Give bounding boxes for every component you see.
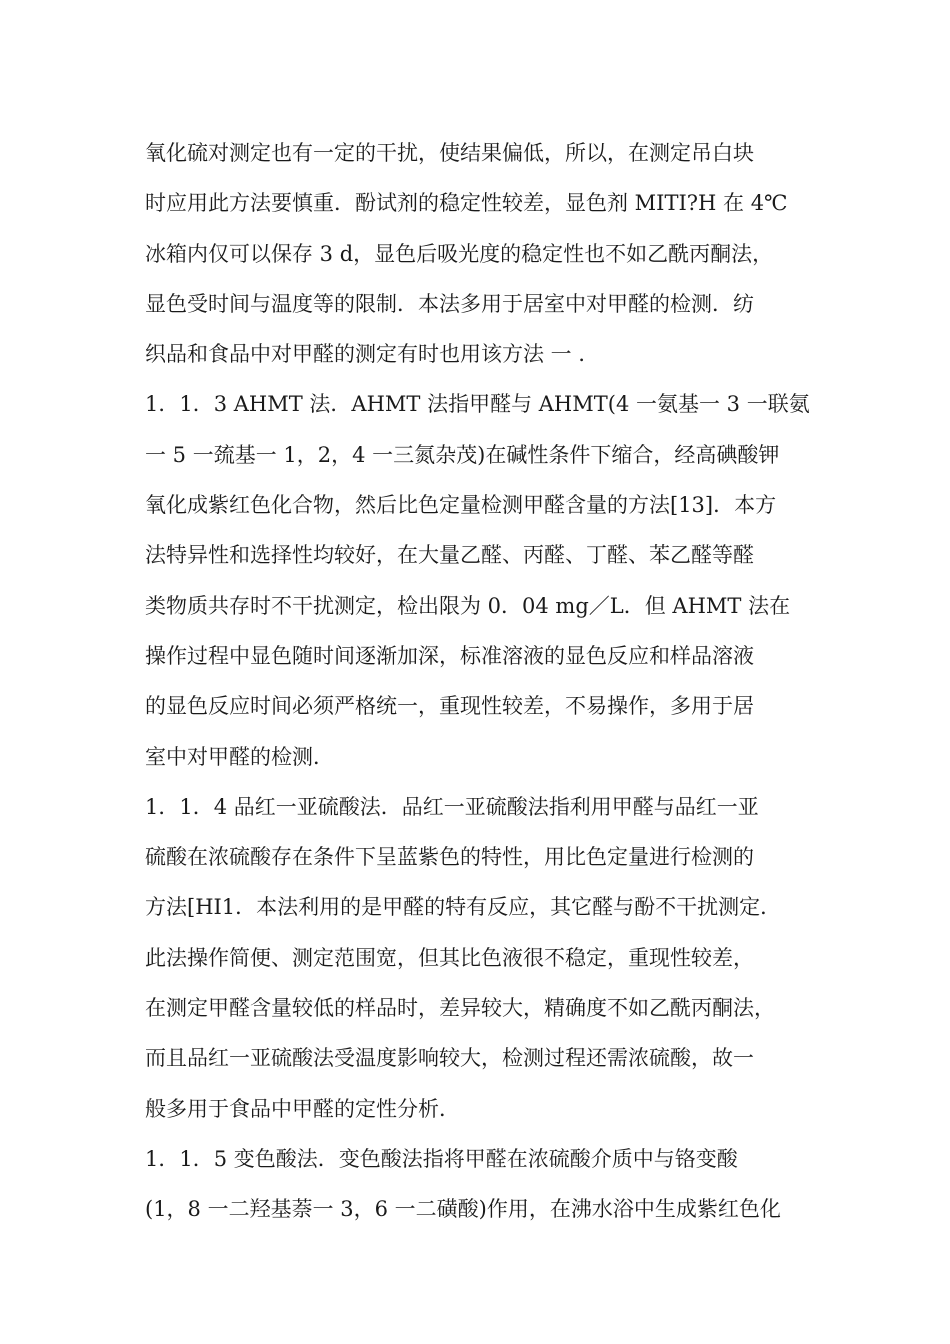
text-line: 室中对甲醛的检测．: [145, 744, 334, 769]
text-line: 氧化成紫红色化合物，然后比色定量检测甲醛含量的方法[13]．本方: [145, 493, 777, 518]
text-line: 方法[HI1．本法利用的是甲醛的特有反应，其它醛与酚不干扰测定．: [145, 895, 782, 920]
section-heading-line: 1．1．5 变色酸法．变色酸法指将甲醛在浓硫酸介质中与铬变酸: [145, 1146, 738, 1171]
text-line: 此法操作简便、测定范围宽，但其比色液很不稳定，重现性较差，: [145, 945, 754, 970]
text-line: 一 5 一巯基一 1，2，4 一三氮杂茂)在碱性条件下缩合，经高碘酸钾: [145, 442, 780, 467]
text-line: 硫酸在浓硫酸存在条件下呈蓝紫色的特性，用比色定量进行检测的: [145, 845, 754, 870]
text-line: 的显色反应时间必须严格统一，重现性较差，不易操作，多用于居: [145, 694, 754, 719]
text-line: 显色受时间与温度等的限制．本法多用于居室中对甲醛的检测．纺: [145, 291, 754, 316]
text-line: 织品和食品中对甲醛的测定有时也用该方法 一 ．: [145, 342, 600, 367]
text-line: 般多用于食品中甲醛的定性分析．: [145, 1096, 460, 1121]
text-line: 法特异性和选择性均较好，在大量乙醛、丙醛、丁醛、苯乙醛等醛: [145, 543, 754, 568]
text-line: 在测定甲醛含量较低的样品时，差异较大，精确度不如乙酰丙酮法，: [145, 996, 775, 1021]
text-line: 而且品红一亚硫酸法受温度影响较大，检测过程还需浓硫酸，故一: [145, 1046, 754, 1071]
section-heading-line: 1．1．4 品红一亚硫酸法．品红一亚硫酸法指利用甲醛与品红一亚: [145, 794, 759, 819]
text-line: (1，8 一二羟基萘一 3，6 一二磺酸)作用，在沸水浴中生成紫红色化: [145, 1197, 781, 1222]
text-line: 时应用此方法要慎重．酚试剂的稳定性较差，显色剂 MITI?H 在 4℃: [145, 191, 788, 216]
section-heading-line: 1．1．3 AHMT 法．AHMT 法指甲醛与 AHMT(4 一氨基一 3 一联氨: [145, 392, 810, 417]
body-text: [145, 128, 825, 1235]
text-line: 类物质共存时不干扰测定，检出限为 0．04 mg／L．但 AHMT 法在: [145, 593, 791, 618]
text-line: 冰箱内仅可以保存 3 d，显色后吸光度的稳定性也不如乙酰丙酮法，: [145, 241, 774, 266]
text-line: 氧化硫对测定也有一定的干扰，使结果偏低，所以，在测定吊白块: [145, 141, 754, 165]
text-line: 操作过程中显色随时间逐渐加深，标准溶液的显色反应和样品溶液: [145, 643, 754, 668]
